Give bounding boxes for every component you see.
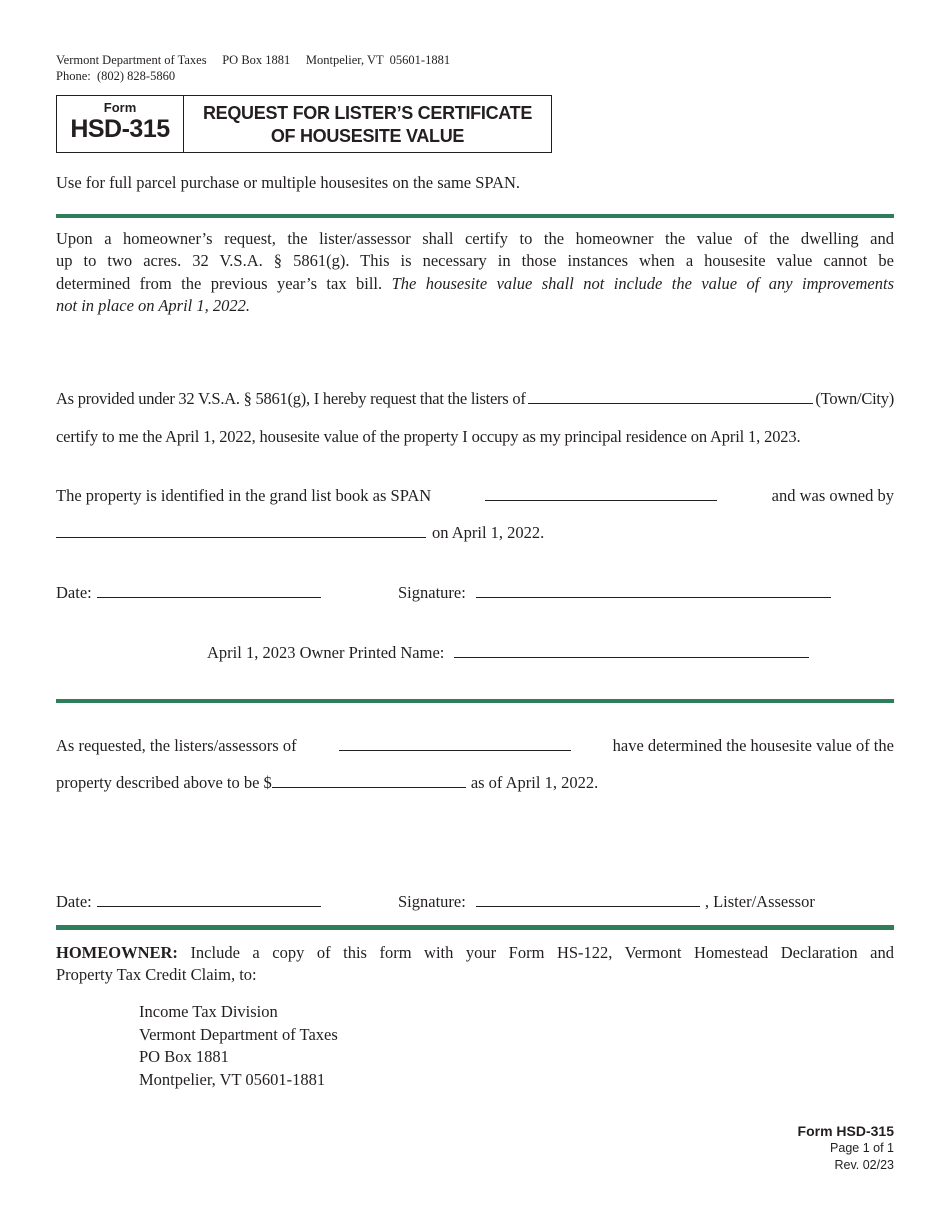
form-number: HSD-315 (70, 115, 170, 143)
signature-label: Signature: (398, 583, 466, 602)
housesite-value-label: property described above to be $ (56, 773, 272, 792)
intro-line-3 (56, 273, 894, 296)
address-line: Vermont Department of Taxes (139, 1024, 338, 1044)
lister-date-row (56, 891, 321, 914)
request-line-1 (56, 388, 894, 411)
page-footer (798, 1122, 894, 1174)
owner-name-label: April 1, 2023 Owner Printed Name: (207, 643, 445, 662)
lister-date-field[interactable] (97, 891, 321, 907)
request-line-3 (56, 485, 894, 508)
request-line-2: certify to me the April 1, 2022, housesite value of the property I occupy as my principal residence on April 1, 2023. (56, 427, 801, 446)
prior-owner-date-label: on April 1, 2022. (432, 523, 545, 542)
form-subtitle: Use for full parcel purchase or multiple housesites on the same SPAN. (56, 173, 521, 192)
footer-revision: Rev. 02/23 (834, 1158, 894, 1172)
footer-page-number: Page 1 of 1 (830, 1141, 894, 1155)
request-signature-row (398, 582, 831, 605)
agency-city: Montpelier, VT 05601-1881 (305, 53, 451, 67)
town-city-field[interactable] (528, 388, 814, 404)
owned-by-label: and was owned by (771, 486, 894, 505)
owner-name-row (207, 642, 809, 665)
intro-line-1: Upon a homeowner’s request, the lister/assessor shall certify to the homeowner the value of the dwelling and (56, 229, 894, 248)
intro-line-2: up to two acres. 32 V.S.A. § 5861(g). This is necessary in those instances when a housesite value cannot be (56, 251, 894, 270)
section-divider (56, 214, 894, 218)
form-title-line1: REQUEST FOR LISTER’S CERTIFICATE (202, 103, 533, 123)
signature-label: Signature: (398, 892, 466, 911)
request-text: As provided under 32 V.S.A. § 5861(g), I hereby request that the listers of (56, 389, 526, 408)
address-line: Montpelier, VT 05601-1881 (139, 1069, 326, 1089)
homeowner-text-1: Include a copy of this form with your Form HS-122, Vermont Homestead Declaration and (190, 943, 894, 962)
intro-line-3-italic: The housesite value shall not include the value of any improvements (391, 274, 894, 293)
homeowner-heading: HOMEOWNER: (56, 943, 178, 962)
mailing-address (139, 1001, 338, 1091)
intro-line-4: not in place on April 1, 2022. (56, 296, 251, 315)
date-label: Date: (56, 892, 92, 911)
homeowner-line-2: Property Tax Credit Claim, to: (56, 965, 257, 984)
agency-pobox: PO Box 1881 (222, 53, 291, 67)
lister-line-2 (56, 772, 598, 795)
form-title-box (56, 95, 552, 153)
address-line: PO Box 1881 (139, 1047, 229, 1066)
intro-line-3-normal: determined from the previous year’s tax bill. (56, 274, 383, 293)
footer-form-number: Form HSD-315 (797, 1123, 894, 1139)
owner-name-field[interactable] (454, 642, 809, 658)
request-date-row (56, 582, 321, 605)
section-divider (56, 925, 894, 930)
span-label: The property is identified in the grand list book as SPAN (56, 486, 432, 505)
lister-line-1 (56, 735, 894, 758)
housesite-value-field[interactable] (272, 772, 466, 788)
lister-town-field[interactable] (339, 735, 571, 751)
housesite-value-date: as of April 1, 2022. (470, 773, 599, 792)
homeowner-line-1 (56, 942, 894, 965)
form-title (184, 102, 551, 148)
prior-owner-field[interactable] (56, 522, 426, 538)
request-date-field[interactable] (97, 582, 321, 598)
section-divider (56, 699, 894, 703)
lister-assessor-label: , Lister/Assessor (704, 892, 815, 911)
lister-signature-field[interactable] (476, 891, 700, 907)
request-line-4 (56, 522, 544, 545)
owner-signature-field[interactable] (476, 582, 831, 598)
form-id-cell (57, 96, 184, 152)
agency-phone: Phone: (802) 828-5860 (56, 69, 176, 83)
lister-signature-row (398, 891, 815, 914)
form-label: Form (103, 100, 137, 115)
lister-text: As requested, the listers/assessors of (56, 736, 297, 755)
date-label: Date: (56, 583, 92, 602)
lister-determined-text: have determined the housesite value of the (612, 736, 894, 755)
form-title-line2: OF HOUSESITE VALUE (270, 126, 465, 146)
town-city-label: (Town/City) (815, 389, 894, 408)
address-line: Income Tax Division (139, 1002, 278, 1021)
agency-name: Vermont Department of Taxes (56, 53, 207, 67)
span-field[interactable] (485, 485, 717, 501)
agency-address (56, 53, 450, 68)
